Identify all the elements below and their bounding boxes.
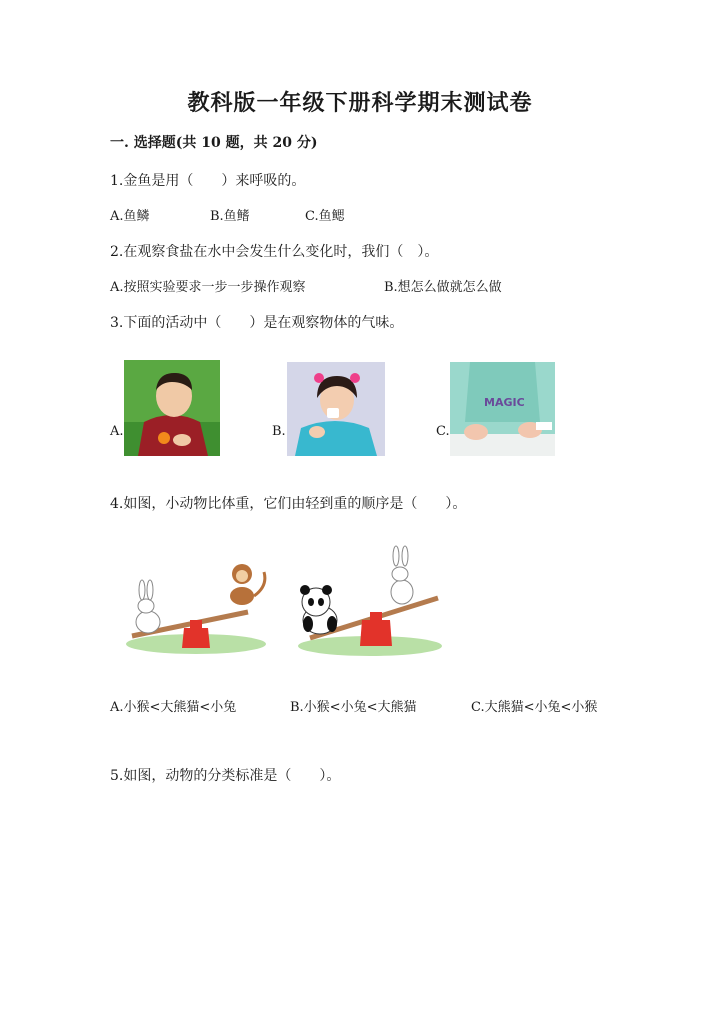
question-1-option-c: C.鱼鳃 [305, 209, 345, 224]
question-3-option-c: C. [436, 424, 450, 439]
seesaw-rabbit-monkey-illustration [118, 556, 278, 656]
section-heading: 一. 选择题(共 10 题，共 20 分) [110, 135, 318, 151]
question-1-option-b: B.鱼鳍 [210, 209, 250, 224]
question-2-option-b: B.想怎么做就怎么做 [384, 280, 502, 295]
question-3-option-b: B. [272, 424, 286, 439]
question-2-stem: 2.在观察食盐在水中会发生什么变化时，我们（ ）。 [110, 244, 439, 260]
question-4-option-a: A.小猴<大熊猫<小兔 [110, 700, 237, 715]
page-title: 教科版一年级下册科学期末测试卷 [187, 90, 533, 116]
photo-shirt-text: MAGIC [484, 396, 525, 409]
question-1-stem: 1.金鱼是用（ ）来呼吸的。 [110, 173, 306, 189]
question-4-option-b: B.小猴<小兔<大熊猫 [290, 700, 417, 715]
question-3-stem: 3.下面的活动中（ ）是在观察物体的气味。 [110, 315, 404, 331]
question-4-option-c: C.大熊猫<小兔<小猴 [471, 700, 598, 715]
seesaw-panda-rabbit-illustration [290, 544, 450, 656]
hands-touching-photo [450, 362, 555, 456]
question-5-stem: 5.如图，动物的分类标准是（ ）。 [110, 768, 341, 784]
question-3-option-a: A. [110, 424, 124, 439]
boy-with-orange-photo [124, 360, 220, 456]
girl-smelling-photo [287, 362, 385, 456]
question-1-option-a: A.鱼鳞 [110, 209, 150, 224]
question-4-stem: 4.如图，小动物比体重，它们由轻到重的顺序是（ ）。 [110, 496, 467, 512]
question-2-option-a: A.按照实验要求一步一步操作观察 [110, 280, 306, 295]
